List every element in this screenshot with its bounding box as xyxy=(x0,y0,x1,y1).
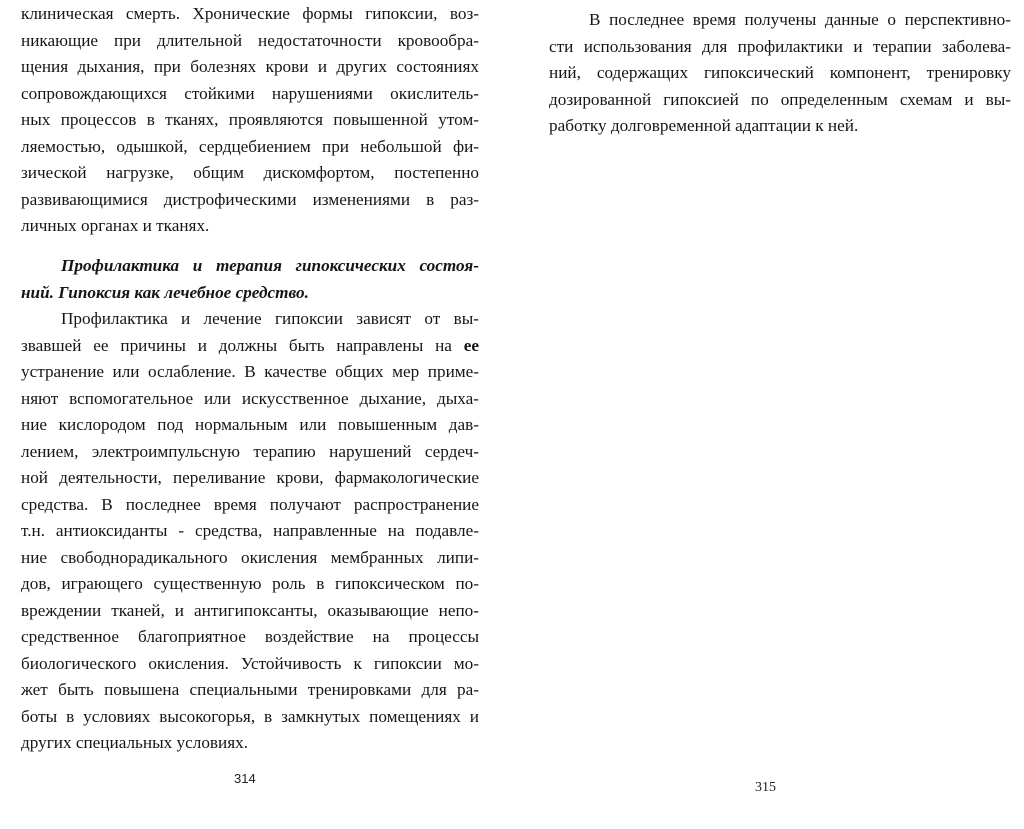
text-line: лением, электроимпульсную терапию нарушений сердеч- xyxy=(21,441,479,461)
text-line: жет быть повышена специальными тренировками для ра- xyxy=(21,680,479,699)
left-page xyxy=(21,0,479,829)
text-line: ляемостью, одышкой, сердцебиением при небольшой фи- xyxy=(21,136,479,156)
text-line: няют вспомогательное или искусственное дыхание, дыха- xyxy=(21,388,479,408)
heading-line: Профилактика и терапия гипоксических состоя- xyxy=(61,256,479,275)
right-page xyxy=(549,0,1011,829)
text-line: других специальных условиях. xyxy=(21,733,249,752)
text-line: ние свободнорадикального окисления мембранных липи- xyxy=(21,547,479,567)
text-line: сопровождающихся стойкими нарушениями окислитель- xyxy=(21,83,479,103)
text-line: развивающимися дистрофическими изменениями в раз- xyxy=(21,189,479,209)
text-line: зической нагрузке, общим дискомфортом, постепенно xyxy=(21,163,479,182)
text-line: ной деятельности, переливание крови, фармакологические xyxy=(21,468,479,487)
text-line: звавшей ее причины и должны быть направлены на ее xyxy=(21,335,479,355)
text-line: В последнее время получены данные о перспективно- xyxy=(589,10,1011,29)
text-line: вреждении тканей, и антигипоксанты, оказывающие непо- xyxy=(21,600,479,620)
text-line: клиническая смерть. Хронические формы гипоксии, воз- xyxy=(21,4,479,23)
text-line: щения дыхания, при болезнях крови и других состояниях xyxy=(21,57,479,76)
text-line: ние кислородом под нормальным или повышенным дав- xyxy=(21,415,479,434)
text-line: средственное благоприятное воздействие на процессы xyxy=(21,627,479,646)
text-line: работку долговременной адаптации к ней. xyxy=(549,116,859,135)
text-line: средства. В последнее время получают распространение xyxy=(21,494,479,514)
text-line: никающие при длительной недостаточности кровообра- xyxy=(21,30,479,50)
text-line: т.н. антиоксиданты - средства, направленные на подавле- xyxy=(21,521,479,540)
text-line: личных органах и тканях. xyxy=(21,216,210,235)
text-line: биологического окисления. Устойчивость к гипоксии мо- xyxy=(21,653,479,673)
text-line: сти использования для профилактики и терапии заболева- xyxy=(549,36,1011,56)
text-line: боты в условиях высокогорья, в замкнутых помещениях и xyxy=(21,706,479,726)
page-number: 314 xyxy=(234,771,256,786)
text-line: устранение или ослабление. В качестве общих мер приме- xyxy=(21,362,479,381)
text-line: Профилактика и лечение гипоксии зависят от вы- xyxy=(61,309,479,328)
text-line: дов, играющего существенную роль в гипоксическом по- xyxy=(21,574,479,593)
text-line: ных процессов в тканях, проявляются повышенной утом- xyxy=(21,110,479,129)
text-line: ний, содержащих гипоксический компонент, тренировку xyxy=(549,63,1011,82)
page-number: 315 xyxy=(755,780,776,795)
heading-line: ний. Гипоксия как лечебное средство. xyxy=(21,282,309,302)
emphasized-word: ее xyxy=(463,335,479,355)
text-line: дозированной гипоксией по определенным схемам и вы- xyxy=(549,89,1011,109)
